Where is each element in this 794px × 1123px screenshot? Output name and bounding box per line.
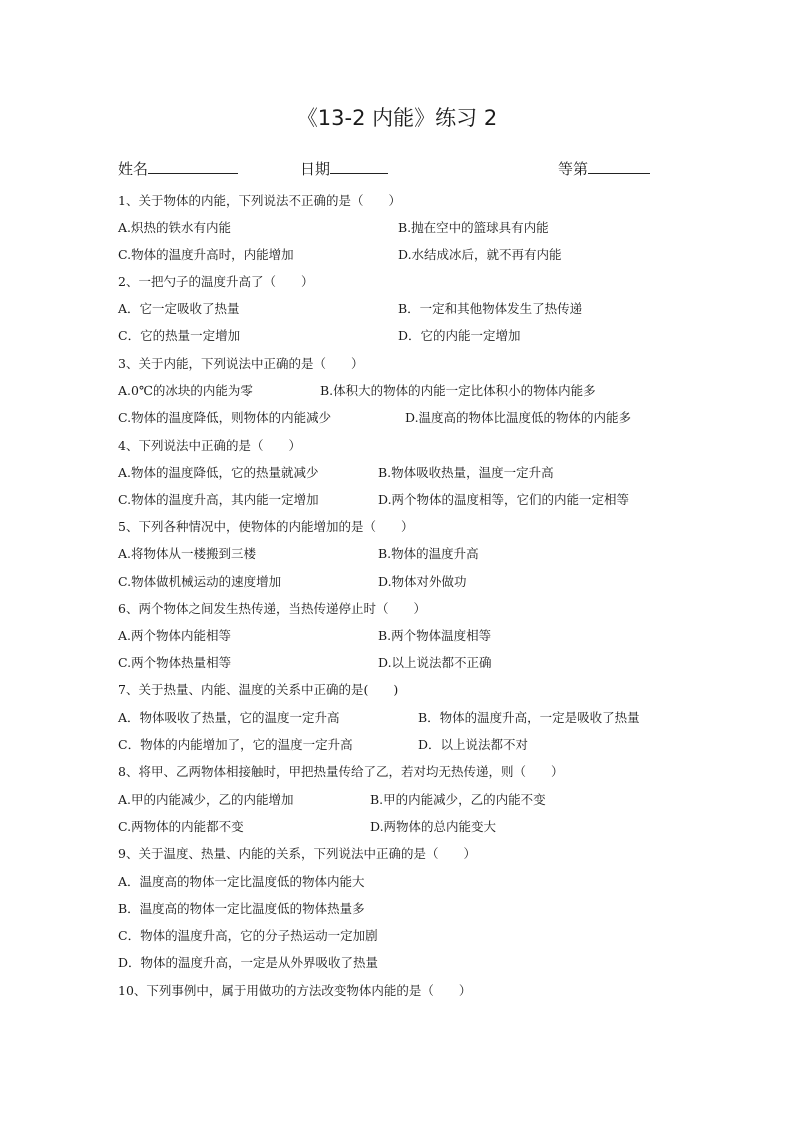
grade-blank[interactable] — [588, 159, 650, 174]
option-a: A.甲的内能减少，乙的内能增加 — [118, 792, 294, 807]
grade-field — [558, 158, 650, 179]
option-d: D．它的内能一定增加 — [398, 328, 521, 343]
name-label: 姓名 — [118, 160, 149, 178]
question-stem: 8、将甲、乙两物体相接触时，甲把热量传给了乙，若对均无热传递，则（ ） — [118, 764, 564, 779]
name-blank[interactable] — [148, 159, 238, 174]
option-b: B.抛在空中的篮球具有内能 — [398, 220, 549, 235]
option-a: A.炽热的铁水有内能 — [118, 220, 232, 235]
option-c: C．它的热量一定增加 — [118, 328, 241, 343]
question-stem: 3、关于内能，下列说法中正确的是（ ） — [118, 356, 364, 371]
option-d: D.两个物体的温度相等，它们的内能一定相等 — [378, 492, 630, 507]
option-a: A.0℃的冰块的内能为零 — [118, 383, 253, 398]
option-c: C.物体的温度升高时，内能增加 — [118, 247, 294, 262]
option-c: C.物体做机械运动的速度增加 — [118, 574, 282, 589]
option-a: A.将物体从一楼搬到三楼 — [118, 546, 257, 561]
option-d: D.物体对外做功 — [378, 574, 467, 589]
option-d: D.两物体的总内能变大 — [370, 819, 497, 834]
option-c: C.物体的温度升高，其内能一定增加 — [118, 492, 319, 507]
option-b: B.体积大的物体的内能一定比体积小的物体内能多 — [320, 383, 596, 398]
option-d: D．物体的温度升高，一定是从外界吸收了热量 — [118, 955, 379, 970]
option-c: C.两个物体热量相等 — [118, 655, 232, 670]
option-a: A.物体的温度降低，它的热量就减少 — [118, 465, 319, 480]
date-field — [300, 158, 388, 179]
question-stem: 5、下列各种情况中，使物体的内能增加的是（ ） — [118, 519, 414, 534]
option-b: B.两个物体温度相等 — [378, 628, 492, 643]
option-d: D．以上说法都不对 — [418, 737, 529, 752]
option-b: B．一定和其他物体发生了热传递 — [398, 301, 583, 316]
option-a: A．温度高的物体一定比温度低的物体内能大 — [118, 874, 365, 889]
option-b: B.甲的内能减少，乙的内能不变 — [370, 792, 546, 807]
date-blank[interactable] — [330, 159, 388, 174]
option-c: C．物体的内能增加了，它的温度一定升高 — [118, 737, 353, 752]
option-b: B.物体的温度升高 — [378, 546, 479, 561]
question-stem: 1、关于物体的内能，下列说法不正确的是（ ） — [118, 193, 401, 208]
question-stem: 2、一把勺子的温度升高了（ ） — [118, 274, 314, 289]
option-b: B．温度高的物体一定比温度低的物体热量多 — [118, 901, 365, 916]
question-stem: 7、关于热量、内能、温度的关系中正确的是( ) — [118, 682, 399, 697]
option-a: A．物体吸收了热量，它的温度一定升高 — [118, 710, 340, 725]
option-b: B．物体的温度升高，一定是吸收了热量 — [418, 710, 640, 725]
page-title: 《13-2 内能》练习 2 — [296, 106, 498, 130]
question-stem: 6、两个物体之间发生热传递，当热传递停止时（ ） — [118, 601, 426, 616]
option-a: A.两个物体内能相等 — [118, 628, 232, 643]
question-stem: 10、下列事例中，属于用做功的方法改变物体内能的是（ ） — [118, 983, 472, 998]
question-stem: 4、下列说法中正确的是（ ） — [118, 438, 301, 453]
option-b: B.物体吸收热量，温度一定升高 — [378, 465, 554, 480]
option-d: D.温度高的物体比温度低的物体的内能多 — [405, 410, 632, 425]
date-label: 日期 — [300, 160, 331, 178]
question-stem: 9、关于温度、热量、内能的关系，下列说法中正确的是（ ） — [118, 846, 476, 861]
option-c: C.两物体的内能都不变 — [118, 819, 244, 834]
grade-label: 等第 — [558, 160, 589, 178]
option-c: C.物体的温度降低，则物体的内能减少 — [118, 410, 332, 425]
name-field — [118, 158, 238, 179]
option-d: D.水结成冰后，就不再有内能 — [398, 247, 562, 262]
option-d: D.以上说法都不正确 — [378, 655, 492, 670]
option-c: C．物体的温度升高，它的分子热运动一定加剧 — [118, 928, 378, 943]
option-a: A．它一定吸收了热量 — [118, 301, 240, 316]
